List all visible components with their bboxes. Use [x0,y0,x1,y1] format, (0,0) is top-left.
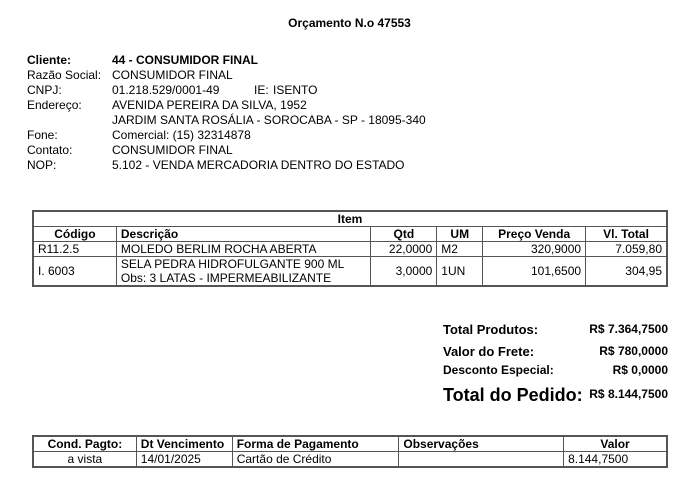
item-preco: 320,9000 [483,242,586,257]
endereco-line2: JARDIM SANTA ROSÁLIA - SOROCABA - SP - 18095-340 [112,113,426,127]
endereco-label: Endereço: [27,98,82,112]
pay-obs [399,452,564,467]
item-qtd: 22,0000 [371,242,437,257]
payment-table [33,436,667,467]
razao-social-value: CONSUMIDOR FINAL [112,68,233,82]
cliente-value: 44 - CONSUMIDOR FINAL [112,53,259,67]
total-produtos-value: R$ 7.364,7500 [589,322,668,336]
table-row [34,242,667,257]
col-observacoes: Observações [399,437,564,452]
ie-value: ISENTO [273,83,318,97]
valor-frete-label: Valor do Frete: [443,344,535,359]
col-forma: Forma de Pagamento [232,437,399,452]
nop-value: 5.102 - VENDA MERCADORIA DENTRO DO ESTADO [112,158,405,172]
item-descricao-cell [116,257,371,286]
cnpj-value: 01.218.529/0001-49 [112,83,220,97]
item-um: 1UN [437,257,483,286]
item-qtd: 3,0000 [371,257,437,286]
col-cond-pagto: Cond. Pagto: [34,437,137,452]
items-header: Item [34,212,667,227]
desconto-value: R$ 0,0000 [612,363,668,377]
total-produtos-label: Total Produtos: [443,322,539,337]
items-table [33,211,667,286]
razao-social-label: Razão Social: [27,68,102,82]
item-preco: 101,6500 [483,257,586,286]
item-um: M2 [437,242,483,257]
contato-label: Contato: [27,143,73,157]
col-codigo: Código [34,227,117,242]
pay-cond: a vista [34,452,137,467]
ie-label: IE: [254,83,269,97]
col-qtd: Qtd [371,227,437,242]
col-um: UM [437,227,483,242]
pay-valor: 8.144,7500 [564,452,667,467]
table-row [34,257,667,286]
payment-column-headers [34,437,667,452]
item-descricao: MOLEDO BERLIM ROCHA ABERTA [116,242,371,257]
contato-value: CONSUMIDOR FINAL [112,143,233,157]
item-obs: Obs: 3 LATAS - IMPERMEABILIZANTE [120,271,332,285]
item-codigo: R11.2.5 [34,242,117,257]
total-pedido-label: Total do Pedido: [443,385,583,405]
item-total: 7.059,80 [586,242,667,257]
document-title: Orçamento N.o 47553 [288,16,411,30]
items-column-headers [34,227,667,242]
fone-label: Fone: [27,128,58,142]
fone-value: Comercial: (15) 32314878 [112,128,251,142]
item-total: 304,95 [586,257,667,286]
table-row [34,452,667,467]
cnpj-label: CNPJ: [27,83,62,97]
col-valor: Valor [564,437,667,452]
pay-vencimento: 14/01/2025 [136,452,232,467]
item-descricao: SELA PEDRA HIDROFULGANTE 900 ML [120,257,345,271]
pay-forma: Cartão de Crédito [232,452,399,467]
col-preco: Preço Venda [483,227,586,242]
col-vencimento: Dt Vencimento [136,437,232,452]
desconto-label: Desconto Especial: [443,363,554,377]
valor-frete-value: R$ 780,0000 [599,344,668,358]
cliente-label: Cliente: [27,53,72,67]
item-codigo: I. 6003 [34,257,117,286]
col-descricao: Descrição [116,227,371,242]
total-pedido-value: R$ 8.144,7500 [589,387,668,401]
endereco-line1: AVENIDA PEREIRA DA SILVA, 1952 [112,98,307,112]
col-total: Vl. Total [586,227,667,242]
nop-label: NOP: [27,158,57,172]
